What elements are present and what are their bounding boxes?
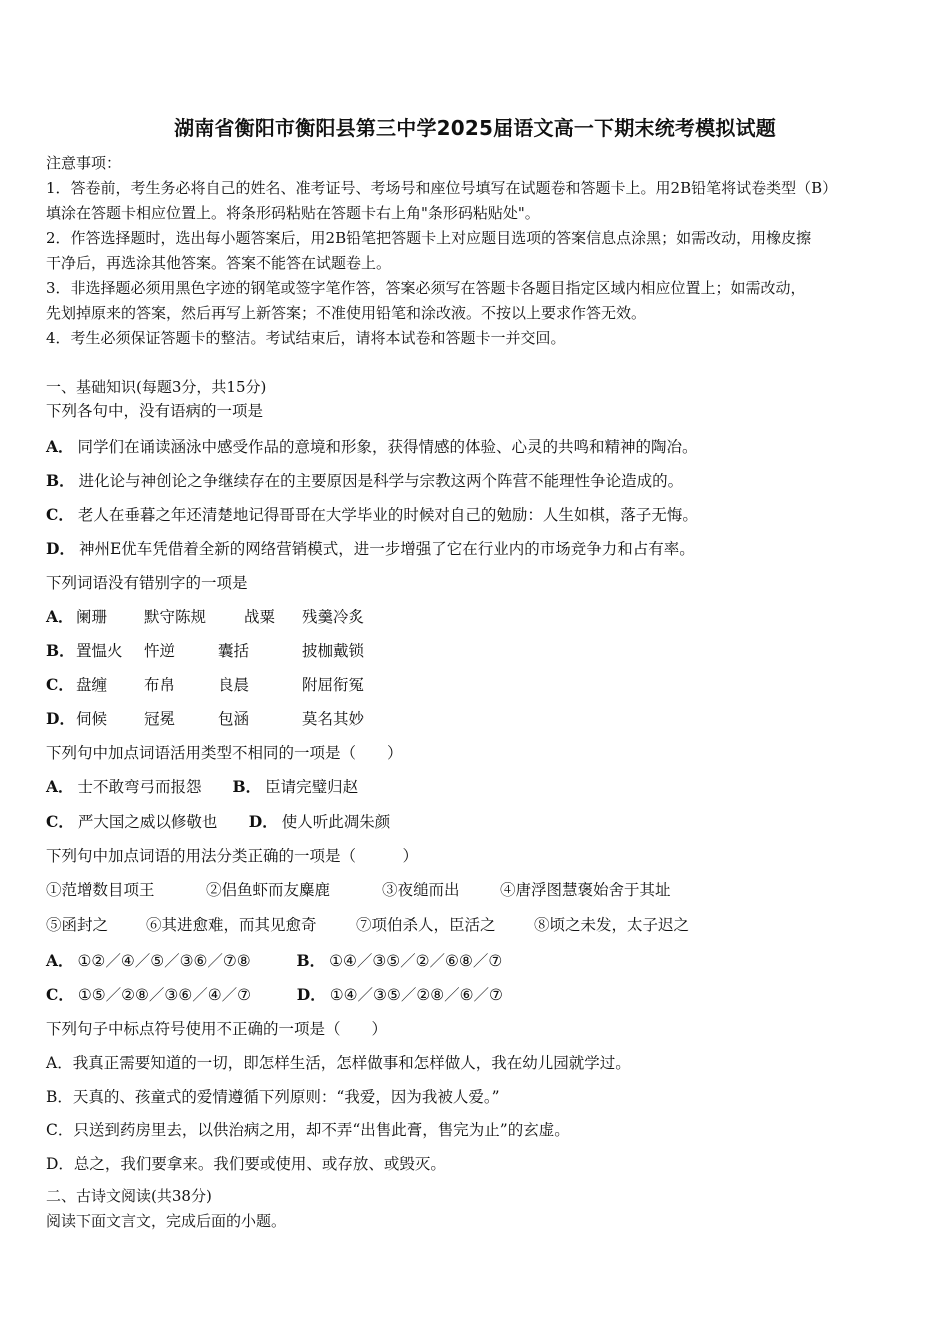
option-a <box>46 437 906 457</box>
word: 包涵 <box>218 710 250 728</box>
word: 盘缠 <box>76 676 108 694</box>
option-row-cd <box>46 812 906 832</box>
option-text: 进化论与神创论之争继续存在的主要原因是科学与宗教这两个阵营不能理性争论造成的。 <box>78 472 684 490</box>
notice-line: 填涂在答题卡相应位置上。将条形码粘贴在答题卡右上角"条形码粘贴处"。 <box>46 204 540 222</box>
question-stem: 下列句子中标点符号使用不正确的一项是（ ） <box>46 1020 388 1038</box>
word: 良晨 <box>218 676 250 694</box>
option-label: C． <box>46 985 74 1004</box>
question-stem: 下列句中加点词语的用法分类正确的一项是（ ） <box>46 847 419 865</box>
option-a <box>46 607 906 627</box>
option-label: B． <box>46 471 75 490</box>
item-row <box>46 880 906 900</box>
option-label: D． <box>46 709 75 728</box>
option-label: C． <box>46 505 74 524</box>
option-b: B．天真的、孩童式的爱情遵循下列原则：“我爱，因为我被人爱。” <box>46 1088 500 1106</box>
option-label: D． <box>296 985 326 1004</box>
option-text: 神州E优车凭借着全新的网络营销模式，进一步增强了它在行业内的市场竞争力和占有率。 <box>78 540 695 558</box>
item: ⑦项伯杀人，臣活之 <box>356 916 496 934</box>
section-heading: 一、基础知识(每题3分，共15分) <box>46 378 267 396</box>
option-c <box>46 505 906 525</box>
question-stem: 下列各句中，没有语病的一项是 <box>46 402 264 420</box>
word: 莫名其妙 <box>302 710 365 728</box>
word: 残羹冷炙 <box>302 608 365 626</box>
option-label: A． <box>46 951 74 970</box>
option-label: D． <box>46 539 75 558</box>
notice-heading: 注意事项： <box>46 154 122 172</box>
question-stem: 下列句中加点词语活用类型不相同的一项是（ ） <box>46 744 403 762</box>
section-heading: 二、古诗文阅读(共38分) <box>46 1187 212 1205</box>
option-row-cd <box>46 985 906 1005</box>
word: 伺候 <box>76 710 108 728</box>
notice-line: 4．考生必须保证答题卡的整洁。考试结束后，请将本试卷和答题卡一并交回。 <box>46 329 566 347</box>
item: ③夜缒而出 <box>382 881 460 899</box>
question-stem: 下列词语没有错别字的一项是 <box>46 574 248 592</box>
option-b <box>46 641 906 661</box>
option-text: 严大国之威以修敬也 <box>77 813 218 831</box>
notice-line: 先划掉原来的答案，然后再写上新答案；不准使用铅笔和涂改液。不按以上要求作答无效。 <box>46 304 647 322</box>
option-label: B． <box>232 777 262 796</box>
notice-line: 1．答卷前，考生务必将自己的姓名、准考证号、考场号和座位号填写在试题卷和答题卡上。用2B铅笔将试卷类型（B） <box>46 179 838 197</box>
option-label: C． <box>46 675 74 694</box>
option-d <box>46 539 906 559</box>
word: 囊括 <box>218 642 250 660</box>
item: ⑤函封之 <box>46 916 109 934</box>
option-row-ab <box>46 951 906 971</box>
option-c: C．只送到药房里去，以供治病之用，却不弄“出售此膏，售完为止”的玄虚。 <box>46 1121 570 1139</box>
option-text: ①⑤／②⑧／③⑥／④／⑦ <box>77 986 252 1004</box>
item: ①范增数目项王 <box>46 881 155 899</box>
option-label: A． <box>46 607 74 626</box>
option-label: A． <box>46 777 74 796</box>
option-label: C． <box>46 812 74 831</box>
option-text: 臣请完璧归赵 <box>265 778 359 796</box>
item: ⑧顷之未发，太子迟之 <box>534 916 690 934</box>
notice-line: 2．作答选择题时，选出每小题答案后，用2B铅笔把答题卡上对应题目选项的答案信息点涂黑；如需改动，用橡皮擦 <box>46 229 812 247</box>
word: 阑珊 <box>76 608 108 626</box>
option-label: D． <box>248 812 278 831</box>
option-text: 老人在垂暮之年还清楚地记得哥哥在大学毕业的时候对自己的勉励：人生如棋，落子无悔。 <box>77 506 698 524</box>
option-text: ①④／③⑤／②／⑥⑧／⑦ <box>329 952 503 970</box>
item: ②侣鱼虾而友麋鹿 <box>206 881 331 899</box>
option-row-ab <box>46 777 906 797</box>
option-d: D．总之，我们要拿来。我们要或使用、或存放、或毁灭。 <box>46 1155 446 1173</box>
option-text: 同学们在诵读涵泳中感受作品的意境和形象，获得情感的体验、心灵的共鸣和精神的陶冶。 <box>77 438 698 456</box>
option-text: ①④／③⑤／②⑧／⑥／⑦ <box>329 986 503 1004</box>
word: 默守陈规 <box>144 608 207 626</box>
option-label: A． <box>46 437 74 456</box>
option-text: 使人听此凋朱颜 <box>281 813 391 831</box>
option-a: A．我真正需要知道的一切，即怎样生活，怎样做事和怎样做人，我在幼儿园就学过。 <box>46 1054 631 1072</box>
page-title: 湖南省衡阳市衡阳县第三中学2025届语文高一下期末统考模拟试题 <box>174 116 776 140</box>
word: 忤逆 <box>144 642 176 660</box>
notice-line: 3．非选择题必须用黑色字迹的钢笔或签字笔作答，答案必须写在答题卡各题目指定区域内相应位置上；如需改动， <box>46 279 806 297</box>
item-row <box>46 915 906 935</box>
word: 布帛 <box>144 676 176 694</box>
option-text: 士不敢弯弓而报怨 <box>77 778 202 796</box>
option-d <box>46 709 906 729</box>
option-text: ①②／④／⑤／③⑥／⑦⑧ <box>77 952 251 970</box>
item: ⑥其进愈难，而其见愈奇 <box>146 916 317 934</box>
word: 战粟 <box>244 608 276 626</box>
notice-line: 干净后，再选涂其他答案。答案不能答在试题卷上。 <box>46 254 392 272</box>
word: 披枷戴锁 <box>302 642 365 660</box>
word: 冠冕 <box>144 710 176 728</box>
option-b <box>46 471 906 491</box>
item: ④唐浮图慧褒始舍于其址 <box>500 881 671 899</box>
section-intro: 阅读下面文言文，完成后面的小题。 <box>46 1212 287 1230</box>
word: 置愠火 <box>76 642 123 660</box>
word: 附屈衔冤 <box>302 676 365 694</box>
option-c <box>46 675 906 695</box>
option-label: B． <box>296 951 326 970</box>
option-label: B． <box>46 641 75 660</box>
